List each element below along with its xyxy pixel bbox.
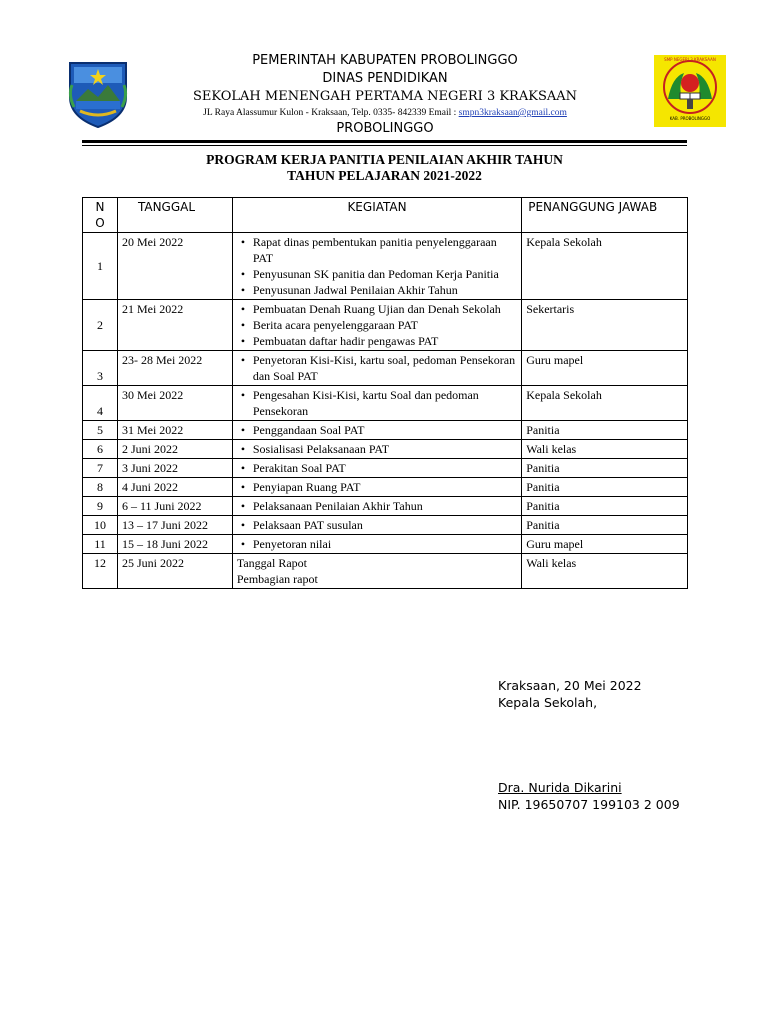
title-line-1: PROGRAM KERJA PANITIA PENILAIAN AKHIR TAHUN [206,152,563,167]
letterhead-government: PEMERINTAH KABUPATEN PROBOLINGGO [252,53,518,68]
cell-kegiatan [232,233,521,300]
kegiatan-list [237,498,517,514]
document-title [82,152,687,184]
cell-tanggal: 23- 28 Mei 2022 [117,351,232,386]
kegiatan-list [237,460,517,476]
cell-tanggal: 13 – 17 Juni 2022 [117,516,232,535]
cell-penanggung-jawab: Panitia [522,459,688,478]
signature-place-date: Kraksaan, 20 Mei 2022 [498,678,642,693]
kegiatan-list [237,422,517,438]
cell-no: 7 [83,459,118,478]
header-kegiatan: KEGIATAN [232,198,521,233]
address-text: JL Raya Alassumur Kulon - Kraksaan, Telp. 0335- 842339 Email : [203,108,459,118]
cell-penanggung-jawab: Sekertaris [522,300,688,351]
cell-penanggung-jawab: Wali kelas [522,554,688,589]
cell-no: 8 [83,478,118,497]
kegiatan-list [237,234,517,298]
table-row [83,554,688,589]
cell-tanggal: 2 Juni 2022 [117,440,232,459]
school-logo-top-text: SMP NEGERI 3 KRAKSAAN [664,57,716,62]
letterhead-divider-thin [82,145,687,146]
header-no: N O [83,198,118,233]
kegiatan-item: • Penyusunan SK panitia dan Pedoman Kerja Panitia [253,266,517,282]
table-row [83,459,688,478]
cell-kegiatan [232,478,521,497]
cell-no: 1 [83,233,118,300]
program-table [82,197,688,589]
cell-kegiatan [232,516,521,535]
cell-penanggung-jawab: Kepala Sekolah [522,386,688,421]
cell-kegiatan [232,300,521,351]
cell-tanggal: 25 Juni 2022 [117,554,232,589]
kegiatan-item: • Penyusunan Jadwal Penilaian Akhir Tahun [253,282,517,298]
header-penanggung-jawab: PENANGGUNG JAWAB [522,198,688,233]
cell-tanggal: 21 Mei 2022 [117,300,232,351]
letterhead [140,52,630,138]
kegiatan-item: • Penyetoran Kisi-Kisi, kartu soal, pedoman Pensekoran dan Soal PAT [253,352,517,384]
cell-no: 9 [83,497,118,516]
signature-space [498,711,680,779]
cell-penanggung-jawab: Panitia [522,497,688,516]
title-line-2: TAHUN PELAJARAN 2021-2022 [287,168,482,183]
table-row [83,440,688,459]
table-row [83,386,688,421]
letterhead-address [140,106,630,120]
cell-kegiatan [232,535,521,554]
kegiatan-item: • Sosialisasi Pelaksanaan PAT [253,441,517,457]
table-header-row [83,198,688,233]
kegiatan-list [237,536,517,552]
cell-kegiatan [232,554,521,589]
kegiatan-item: • Pelaksaan PAT susulan [253,517,517,533]
cell-no: 3 [83,351,118,386]
letterhead-department: DINAS PENDIDIKAN [322,71,448,86]
signature-position: Kepala Sekolah, [498,695,598,710]
cell-no: 2 [83,300,118,351]
kegiatan-item: • Berita acara penyelenggaraan PAT [253,317,517,333]
kegiatan-list [237,517,517,533]
kegiatan-item: • Penyiapan Ruang PAT [253,479,517,495]
cell-tanggal: 6 – 11 Juni 2022 [117,497,232,516]
kegiatan-item: • Rapat dinas pembentukan panitia penyelenggaraan PAT [253,234,517,266]
kegiatan-item: • Pengesahan Kisi-Kisi, kartu Soal dan pedoman Pensekoran [253,387,517,419]
cell-penanggung-jawab: Wali kelas [522,440,688,459]
table-row [83,535,688,554]
table-row [83,421,688,440]
kegiatan-item: • Pelaksanaan Penilaian Akhir Tahun [253,498,517,514]
cell-tanggal: 30 Mei 2022 [117,386,232,421]
kegiatan-list [237,387,517,419]
cell-kegiatan [232,421,521,440]
cell-kegiatan [232,497,521,516]
signature-block [498,677,680,813]
kegiatan-item: • Penggandaan Soal PAT [253,422,517,438]
kegiatan-item: • Pembuatan Denah Ruang Ujian dan Denah Sekolah [253,301,517,317]
cell-no: 4 [83,386,118,421]
cell-kegiatan [232,386,521,421]
cell-tanggal: 4 Juni 2022 [117,478,232,497]
school-logo-bottom-text: KAB. PROBOLINGGO [669,116,711,121]
table-row [83,300,688,351]
regency-emblem-logo [66,55,130,129]
table-row [83,516,688,535]
letterhead-school-name: SEKOLAH MENENGAH PERTAMA NEGERI 3 KRAKSAAN [192,89,578,104]
kegiatan-list [237,352,517,384]
kegiatan-item: • Perakitan Soal PAT [253,460,517,476]
cell-kegiatan [232,440,521,459]
kegiatan-list [237,479,517,495]
cell-kegiatan [232,459,521,478]
cell-no: 12 [83,554,118,589]
header-tanggal: TANGGAL [117,198,232,233]
cell-penanggung-jawab: Kepala Sekolah [522,233,688,300]
cell-penanggung-jawab: Guru mapel [522,535,688,554]
kegiatan-list [237,301,517,349]
email-link[interactable]: smpn3kraksaan@gmail.com [458,108,567,118]
signature-name: Dra. Nurida Dikarini [498,780,622,795]
kegiatan-text: Pembagian rapot [236,572,318,586]
cell-tanggal: 3 Juni 2022 [117,459,232,478]
cell-penanggung-jawab: Panitia [522,421,688,440]
cell-no: 10 [83,516,118,535]
cell-penanggung-jawab: Guru mapel [522,351,688,386]
letterhead-city: PROBOLINGGO [336,121,434,136]
cell-tanggal: 15 – 18 Juni 2022 [117,535,232,554]
cell-tanggal: 20 Mei 2022 [117,233,232,300]
cell-no: 6 [83,440,118,459]
table-row [83,478,688,497]
kegiatan-text: Tanggal Rapot [236,556,307,570]
cell-penanggung-jawab: Panitia [522,516,688,535]
table-row [83,233,688,300]
letterhead-divider-thick [82,140,687,143]
cell-tanggal: 31 Mei 2022 [117,421,232,440]
kegiatan-item: • Penyetoran nilai [253,536,517,552]
cell-kegiatan [232,351,521,386]
table-row [83,351,688,386]
kegiatan-item: • Pembuatan daftar hadir pengawas PAT [253,333,517,349]
cell-no: 5 [83,421,118,440]
signature-nip: NIP. 19650707 199103 2 009 [498,797,680,812]
table-row [83,497,688,516]
kegiatan-list [237,441,517,457]
cell-no: 11 [83,535,118,554]
cell-penanggung-jawab: Panitia [522,478,688,497]
